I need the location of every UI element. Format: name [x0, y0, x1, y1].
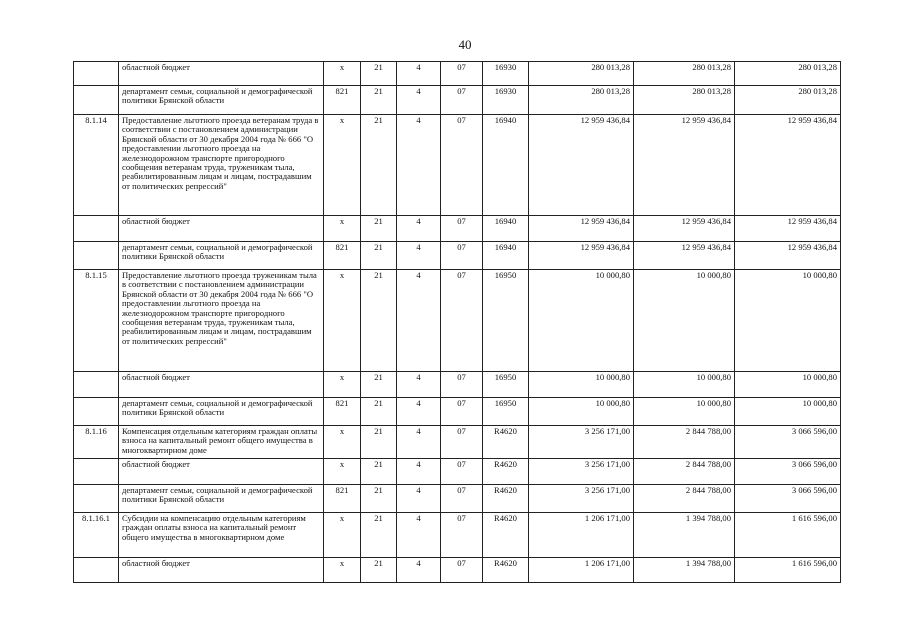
row-target-article: 16940: [483, 115, 529, 216]
row-expense-type: 07: [441, 459, 483, 485]
row-amount-year-3: 12 959 436,84: [735, 242, 841, 270]
row-target-article: R4620: [483, 485, 529, 513]
row-target-article: 16930: [483, 62, 529, 86]
row-subsection: 4: [397, 398, 441, 426]
row-grbs: 821: [324, 86, 361, 115]
row-code: [74, 398, 119, 426]
row-section: 21: [361, 459, 397, 485]
row-expense-type: 07: [441, 270, 483, 372]
row-amount-year-3: 1 616 596,00: [735, 558, 841, 583]
row-target-article: R4620: [483, 426, 529, 459]
row-amount-year-1: 3 256 171,00: [529, 426, 634, 459]
row-section: 21: [361, 398, 397, 426]
row-amount-year-1: 3 256 171,00: [529, 485, 634, 513]
row-amount-year-1: 3 256 171,00: [529, 459, 634, 485]
row-section: 21: [361, 372, 397, 398]
row-amount-year-2: 280 013,28: [634, 86, 735, 115]
row-code: [74, 216, 119, 242]
row-expense-type: 07: [441, 242, 483, 270]
table-row: [74, 62, 841, 86]
row-name: областной бюджет: [119, 459, 324, 485]
row-amount-year-2: 2 844 788,00: [634, 426, 735, 459]
row-name: департамент семьи, социальной и демографической политики Брянской области: [119, 86, 324, 115]
row-amount-year-1: 10 000,80: [529, 270, 634, 372]
row-amount-year-2: 12 959 436,84: [634, 242, 735, 270]
row-name: Компенсация отдельным категориям граждан оплаты взноса на капитальный ремонт общего имущества в многоквартирном доме: [119, 426, 324, 459]
row-amount-year-3: 12 959 436,84: [735, 115, 841, 216]
row-amount-year-1: 12 959 436,84: [529, 216, 634, 242]
row-code: [74, 459, 119, 485]
row-grbs: х: [324, 513, 361, 558]
row-amount-year-2: 1 394 788,00: [634, 513, 735, 558]
row-code: 8.1.16.1: [74, 513, 119, 558]
row-expense-type: 07: [441, 558, 483, 583]
row-target-article: 16940: [483, 216, 529, 242]
row-name: областной бюджет: [119, 558, 324, 583]
row-name: Предоставление льготного проезда ветеранам труда в соответствии с постановлением администрации Брянской области от 30 декабря 2004 года № 666 "О предоставлении льготного проезда на железнодорожном транспорте пригородного сообщения ветеранам труда, труженикам тыла, реабилитированным лицам и лицам, пострадавшим от политических репрессий": [119, 115, 324, 216]
row-section: 21: [361, 115, 397, 216]
row-subsection: 4: [397, 513, 441, 558]
row-expense-type: 07: [441, 216, 483, 242]
row-section: 21: [361, 216, 397, 242]
table-row: [74, 398, 841, 426]
row-subsection: 4: [397, 270, 441, 372]
table-row: [74, 216, 841, 242]
row-code: [74, 86, 119, 115]
row-subsection: 4: [397, 86, 441, 115]
row-subsection: 4: [397, 459, 441, 485]
row-code: 8.1.15: [74, 270, 119, 372]
row-amount-year-2: 280 013,28: [634, 62, 735, 86]
row-name: областной бюджет: [119, 372, 324, 398]
row-amount-year-1: 12 959 436,84: [529, 115, 634, 216]
row-amount-year-3: 1 616 596,00: [735, 513, 841, 558]
row-section: 21: [361, 558, 397, 583]
row-amount-year-3: 10 000,80: [735, 270, 841, 372]
row-expense-type: 07: [441, 513, 483, 558]
row-subsection: 4: [397, 558, 441, 583]
row-section: 21: [361, 270, 397, 372]
table-row: [74, 513, 841, 558]
row-amount-year-1: 10 000,80: [529, 398, 634, 426]
row-target-article: R4620: [483, 558, 529, 583]
row-amount-year-2: 2 844 788,00: [634, 485, 735, 513]
row-grbs: х: [324, 372, 361, 398]
row-grbs: х: [324, 216, 361, 242]
row-grbs: 821: [324, 242, 361, 270]
row-target-article: R4620: [483, 513, 529, 558]
row-grbs: х: [324, 426, 361, 459]
row-subsection: 4: [397, 115, 441, 216]
row-amount-year-3: 10 000,80: [735, 398, 841, 426]
row-name: Субсидии на компенсацию отдельным категориям граждан оплаты взноса на капитальный ремонт общего имущества в многоквартирном доме: [119, 513, 324, 558]
row-target-article: R4620: [483, 459, 529, 485]
row-expense-type: 07: [441, 372, 483, 398]
row-name: департамент семьи, социальной и демографической политики Брянской области: [119, 242, 324, 270]
row-amount-year-1: 280 013,28: [529, 62, 634, 86]
row-target-article: 16930: [483, 86, 529, 115]
row-name: департамент семьи, социальной и демографической политики Брянской области: [119, 485, 324, 513]
row-amount-year-2: 12 959 436,84: [634, 216, 735, 242]
row-expense-type: 07: [441, 115, 483, 216]
row-name: департамент семьи, социальной и демографической политики Брянской области: [119, 398, 324, 426]
table-row: [74, 115, 841, 216]
table-row: [74, 270, 841, 372]
row-expense-type: 07: [441, 398, 483, 426]
row-expense-type: 07: [441, 485, 483, 513]
row-grbs: х: [324, 459, 361, 485]
row-amount-year-1: 12 959 436,84: [529, 242, 634, 270]
row-amount-year-2: 2 844 788,00: [634, 459, 735, 485]
row-amount-year-1: 1 206 171,00: [529, 558, 634, 583]
row-amount-year-1: 1 206 171,00: [529, 513, 634, 558]
table-row: [74, 459, 841, 485]
table-row: [74, 372, 841, 398]
row-name: областной бюджет: [119, 62, 324, 86]
row-section: 21: [361, 485, 397, 513]
row-subsection: 4: [397, 426, 441, 459]
row-amount-year-3: 3 066 596,00: [735, 485, 841, 513]
row-expense-type: 07: [441, 86, 483, 115]
row-amount-year-1: 280 013,28: [529, 86, 634, 115]
row-amount-year-3: 3 066 596,00: [735, 459, 841, 485]
row-target-article: 16950: [483, 270, 529, 372]
row-subsection: 4: [397, 242, 441, 270]
row-grbs: х: [324, 115, 361, 216]
row-amount-year-2: 10 000,80: [634, 398, 735, 426]
row-name: Предоставление льготного проезда труженикам тыла в соответствии с постановлением администрации Брянской области от 30 декабря 2004 года № 666 "О предоставлении льготного проезда на железнодорожном транспорте пригородного сообщения ветеранам труда, труженикам тыла, реабилитированным лицам и лицам, пострадавшим от политических репрессий": [119, 270, 324, 372]
row-grbs: 821: [324, 485, 361, 513]
row-subsection: 4: [397, 62, 441, 86]
row-name: областной бюджет: [119, 216, 324, 242]
row-amount-year-3: 10 000,80: [735, 372, 841, 398]
row-amount-year-3: 3 066 596,00: [735, 426, 841, 459]
table-body: [74, 62, 841, 583]
row-code: 8.1.16: [74, 426, 119, 459]
row-amount-year-2: 12 959 436,84: [634, 115, 735, 216]
row-amount-year-1: 10 000,80: [529, 372, 634, 398]
table-row: [74, 485, 841, 513]
page-number: 40: [458, 37, 472, 52]
row-code: [74, 62, 119, 86]
row-code: 8.1.14: [74, 115, 119, 216]
row-subsection: 4: [397, 372, 441, 398]
row-expense-type: 07: [441, 62, 483, 86]
row-section: 21: [361, 62, 397, 86]
row-code: [74, 372, 119, 398]
row-code: [74, 485, 119, 513]
row-grbs: х: [324, 270, 361, 372]
row-target-article: 16950: [483, 372, 529, 398]
table-row: [74, 426, 841, 459]
row-grbs: х: [324, 62, 361, 86]
row-code: [74, 242, 119, 270]
row-amount-year-3: 12 959 436,84: [735, 216, 841, 242]
row-amount-year-3: 280 013,28: [735, 62, 841, 86]
row-amount-year-2: 10 000,80: [634, 270, 735, 372]
row-section: 21: [361, 513, 397, 558]
table-row: [74, 86, 841, 115]
row-amount-year-3: 280 013,28: [735, 86, 841, 115]
row-section: 21: [361, 242, 397, 270]
row-target-article: 16950: [483, 398, 529, 426]
row-grbs: 821: [324, 398, 361, 426]
row-subsection: 4: [397, 216, 441, 242]
row-code: [74, 558, 119, 583]
row-amount-year-2: 1 394 788,00: [634, 558, 735, 583]
budget-table: [73, 61, 841, 583]
table-row: [74, 242, 841, 270]
row-expense-type: 07: [441, 426, 483, 459]
row-amount-year-2: 10 000,80: [634, 372, 735, 398]
table-row: [74, 558, 841, 583]
row-subsection: 4: [397, 485, 441, 513]
row-grbs: х: [324, 558, 361, 583]
row-section: 21: [361, 426, 397, 459]
row-target-article: 16940: [483, 242, 529, 270]
row-section: 21: [361, 86, 397, 115]
